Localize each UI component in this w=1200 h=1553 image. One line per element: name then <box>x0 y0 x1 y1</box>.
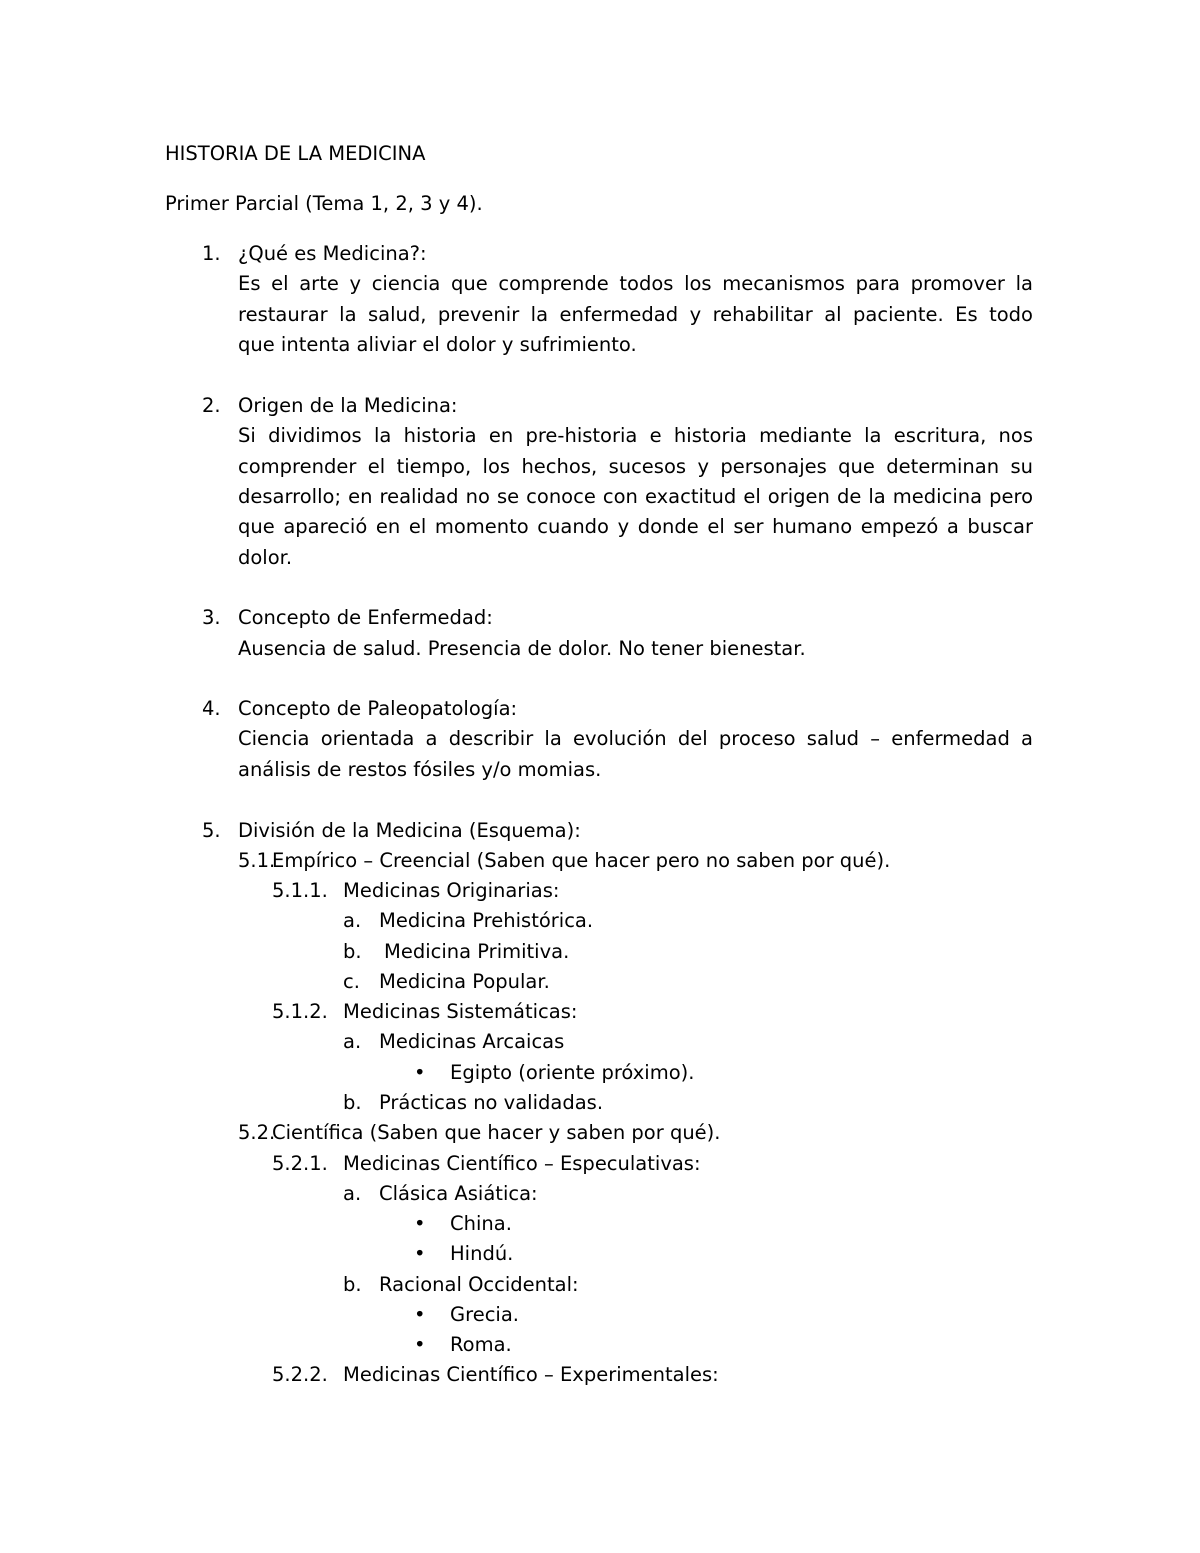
list-item: Egipto (oriente próximo). <box>450 1061 695 1084</box>
outline-text: Medicinas Originarias: <box>343 879 560 902</box>
section-heading: Concepto de Paleopatología: <box>238 697 518 720</box>
section-heading: Origen de la Medicina: <box>238 394 458 417</box>
list-marker: a. <box>343 1182 362 1205</box>
list-item: Hindú. <box>450 1242 514 1265</box>
section-number: 3. <box>202 606 221 629</box>
section-number: 5. <box>202 819 221 842</box>
section-number: 1. <box>202 242 221 265</box>
outline-number: 5.1.2. <box>272 1000 328 1023</box>
list-item: Prácticas no validadas. <box>379 1091 604 1114</box>
paragraph-line: análisis de restos fósiles y/o momias. <box>238 758 602 781</box>
list-marker: c. <box>343 970 360 993</box>
bullet-icon: • <box>414 1242 426 1265</box>
list-item: Roma. <box>450 1333 512 1356</box>
list-marker: b. <box>343 940 362 963</box>
paragraph-line: que apareció en el momento cuando y donde el ser humano empezó a buscar <box>238 515 1033 538</box>
list-item: China. <box>450 1212 512 1235</box>
paragraph-line: Si dividimos la historia en pre-historia e historia mediante la escritura, nos <box>238 424 1033 447</box>
paragraph-line: Ausencia de salud. Presencia de dolor. No tener bienestar. <box>238 637 806 660</box>
document-subtitle: Primer Parcial (Tema 1, 2, 3 y 4). <box>165 192 483 215</box>
outline-number: 5.1.1. <box>272 879 328 902</box>
section-number: 2. <box>202 394 221 417</box>
paragraph-line: Ciencia orientada a describir la evolución del proceso salud – enfermedad a <box>238 727 1033 750</box>
list-item: Medicinas Arcaicas <box>379 1030 565 1053</box>
list-marker: a. <box>343 909 362 932</box>
outline-number: 5.1. <box>238 849 276 872</box>
bullet-icon: • <box>414 1061 426 1084</box>
list-marker: b. <box>343 1273 362 1296</box>
outline-number: 5.2.2. <box>272 1363 328 1386</box>
section-heading: División de la Medicina (Esquema): <box>238 819 581 842</box>
paragraph-line: Es el arte y ciencia que comprende todos los mecanismos para promover la <box>238 272 1033 295</box>
list-item: Medicina Primitiva. <box>384 940 570 963</box>
document-title: HISTORIA DE LA MEDICINA <box>165 142 426 165</box>
list-marker: a. <box>343 1030 362 1053</box>
list-marker: b. <box>343 1091 362 1114</box>
outline-text: Medicinas Científico – Experimentales: <box>343 1363 719 1386</box>
bullet-icon: • <box>414 1212 426 1235</box>
outline-text: Medicinas Sistemáticas: <box>343 1000 578 1023</box>
outline-text: Científica (Saben que hacer y saben por qué). <box>272 1121 721 1144</box>
paragraph-line: restaurar la salud, prevenir la enfermedad y rehabilitar al paciente. Es todo <box>238 303 1033 326</box>
paragraph-line: desarrollo; en realidad no se conoce con exactitud el origen de la medicina pero <box>238 485 1033 508</box>
section-heading: Concepto de Enfermedad: <box>238 606 493 629</box>
list-item: Racional Occidental: <box>379 1273 579 1296</box>
list-item: Grecia. <box>450 1303 519 1326</box>
bullet-icon: • <box>414 1303 426 1326</box>
section-number: 4. <box>202 697 221 720</box>
outline-number: 5.2.1. <box>272 1152 328 1175</box>
paragraph-line: comprender el tiempo, los hechos, sucesos y personajes que determinan su <box>238 455 1033 478</box>
outline-text: Empírico – Creencial (Saben que hacer pero no saben por qué). <box>272 849 891 872</box>
section-heading: ¿Qué es Medicina?: <box>238 242 427 265</box>
paragraph-line: que intenta aliviar el dolor y sufrimiento. <box>238 333 637 356</box>
list-item: Medicina Popular. <box>379 970 550 993</box>
outline-text: Medicinas Científico – Especulativas: <box>343 1152 701 1175</box>
paragraph-line: dolor. <box>238 546 293 569</box>
list-item: Clásica Asiática: <box>379 1182 538 1205</box>
bullet-icon: • <box>414 1333 426 1356</box>
list-item: Medicina Prehistórica. <box>379 909 594 932</box>
outline-number: 5.2. <box>238 1121 276 1144</box>
